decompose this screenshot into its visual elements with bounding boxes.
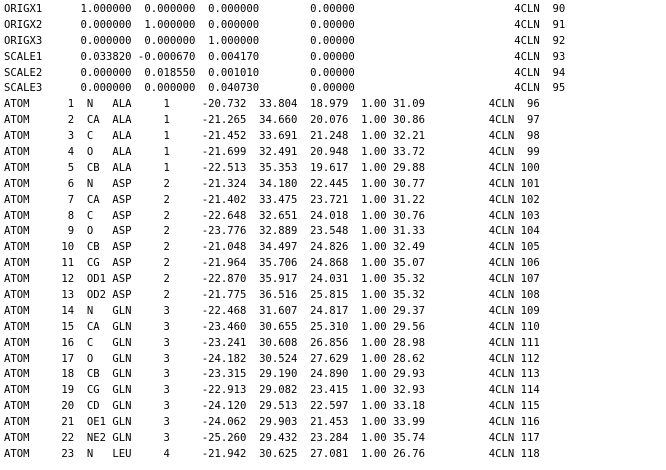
origx1-line: ORIGX1 1.000000 0.000000 0.000000 0.00000 4CLN 90: [4, 3, 566, 15]
atom-line: ATOM 4 O ALA 1 -21.699 32.491 20.948 1.00 33.72 4CLN 99: [4, 146, 540, 159]
atom-line: ATOM 19 CG GLN 3 -22.913 29.082 23.415 1.00 32.93 4CLN 114: [4, 384, 540, 397]
scale2-line: SCALE2 0.000000 0.018550 0.001010 0.00000 4CLN 94: [4, 66, 566, 79]
pdb-text-view: [4, 2, 666, 470]
atom-line: ATOM 1 N ALA 1 -20.732 33.804 18.979 1.00 31.09 4CLN 96: [4, 98, 540, 111]
atom-line: ATOM 5 CB ALA 1 -22.513 35.353 19.617 1.00 29.88 4CLN 100: [4, 161, 540, 174]
atom-line: ATOM 11 CG ASP 2 -21.964 35.706 24.868 1.00 35.07 4CLN 106: [4, 257, 540, 270]
atom-line: ATOM 3 C ALA 1 -21.452 33.691 21.248 1.00 32.21 4CLN 98: [4, 130, 540, 143]
atom-line: ATOM 13 OD2 ASP 2 -21.775 36.516 25.815 1.00 35.32 4CLN 108: [4, 289, 540, 302]
scale3-line: SCALE3 0.000000 0.000000 0.040730 0.00000 4CLN 95: [4, 82, 566, 95]
atom-line: ATOM 9 O ASP 2 -23.776 32.889 23.548 1.00 31.33 4CLN 104: [4, 225, 540, 238]
atom-line: ATOM 10 CB ASP 2 -21.048 34.497 24.826 1.00 32.49 4CLN 105: [4, 241, 540, 254]
atom-line: ATOM 17 O GLN 3 -24.182 30.524 27.629 1.00 28.62 4CLN 112: [4, 352, 540, 365]
atom-line: ATOM 21 OE1 GLN 3 -24.062 29.903 21.453 1.00 33.99 4CLN 116: [4, 416, 540, 429]
origx3-line: ORIGX3 0.000000 0.000000 1.000000 0.00000 4CLN 92: [4, 34, 566, 47]
atom-line: ATOM 12 OD1 ASP 2 -22.870 35.917 24.031 1.00 35.32 4CLN 107: [4, 273, 540, 286]
atom-line: ATOM 14 N GLN 3 -22.468 31.607 24.817 1.00 29.37 4CLN 109: [4, 304, 540, 317]
atom-line: ATOM 6 N ASP 2 -21.324 34.180 22.445 1.00 30.77 4CLN 101: [4, 177, 540, 190]
scale1-line: SCALE1 0.033820 -0.000670 0.004170 0.00000 4CLN 93: [4, 50, 566, 63]
atom-line: ATOM 8 C ASP 2 -22.648 32.651 24.018 1.00 30.76 4CLN 103: [4, 209, 540, 222]
atom-line: ATOM 15 CA GLN 3 -23.460 30.655 25.310 1.00 29.56 4CLN 110: [4, 320, 540, 333]
origx2-line: ORIGX2 0.000000 1.000000 0.000000 0.00000 4CLN 91: [4, 18, 566, 31]
atom-line: ATOM 22 NE2 GLN 3 -25.260 29.432 23.284 1.00 35.74 4CLN 117: [4, 432, 540, 445]
atom-line: ATOM 18 CB GLN 3 -23.315 29.190 24.890 1.00 29.93 4CLN 113: [4, 368, 540, 381]
atom-line: ATOM 7 CA ASP 2 -21.402 33.475 23.721 1.00 31.22 4CLN 102: [4, 193, 540, 206]
atom-line: ATOM 2 CA ALA 1 -21.265 34.660 20.076 1.00 30.86 4CLN 97: [4, 114, 540, 127]
atom-line: ATOM 20 CD GLN 3 -24.120 29.513 22.597 1.00 33.18 4CLN 115: [4, 400, 540, 413]
atom-line: ATOM 16 C GLN 3 -23.241 30.608 26.856 1.00 28.98 4CLN 111: [4, 336, 540, 349]
atom-line: ATOM 23 N LEU 4 -21.942 30.625 27.081 1.00 26.76 4CLN 118: [4, 447, 540, 460]
